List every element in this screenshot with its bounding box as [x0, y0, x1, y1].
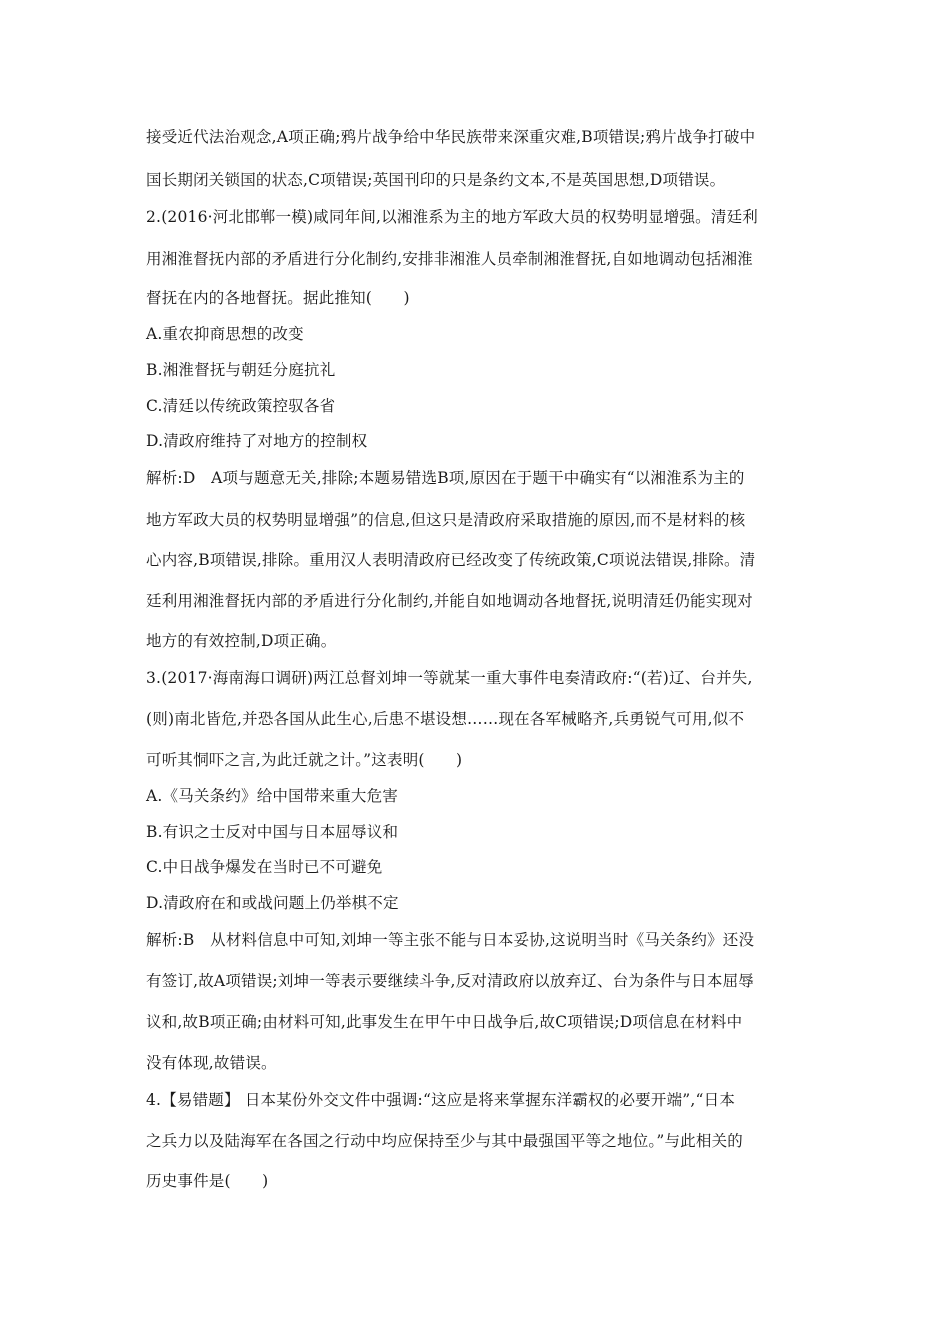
question-2-option-d: D.清政府维持了对地方的控制权 [146, 432, 368, 450]
question-3-analysis: 有签订,故A项错误;刘坤一等表示要继续斗争,反对清政府以放弃辽、台为条件与日本屈辱 [146, 972, 754, 990]
question-3-option-c: C.中日战争爆发在当时已不可避免 [146, 858, 383, 876]
question-3-option-a: A.《马关条约》给中国带来重大危害 [146, 787, 399, 805]
question-3-analysis: 议和,故B项正确;由材料可知,此事发生在甲午中日战争后,故C项错误;D项信息在材料中 [146, 1013, 743, 1031]
question-2-analysis: 解析:D A项与题意无关,排除;本题易错选B项,原因在于题干中确实有“以湘淮系为主的 [146, 469, 745, 487]
question-2-analysis: 心内容,B项错误,排除。重用汉人表明清政府已经改变了传统政策,C项说法错误,排除。清 [146, 551, 756, 569]
question-2-option-b: B.湘淮督抚与朝廷分庭抗礼 [146, 361, 336, 379]
question-2-stem: 督抚在内的各地督抚。据此推知( ) [146, 289, 410, 307]
question-2-analysis: 廷利用湘淮督抚内部的矛盾进行分化制约,并能自如地调动各地督抚,说明清廷仍能实现对 [146, 592, 753, 610]
question-3-option-b: B.有识之士反对中国与日本屈辱议和 [146, 823, 399, 841]
question-4-stem: 之兵力以及陆海军在各国之行动中均应保持至少与其中最强国平等之地位。”与此相关的 [146, 1132, 743, 1150]
question-3-analysis: 解析:B 从材料信息中可知,刘坤一等主张不能与日本妥协,这说明当时《马关条约》还没 [146, 931, 755, 949]
question-4-stem: 历史事件是( ) [146, 1172, 269, 1190]
question-3-stem: (则)南北皆危,并恐各国从此生心,后患不堪设想……现在各军械略齐,兵勇锐气可用,似不 [146, 710, 745, 728]
question-2-option-a: A.重农抑商思想的改变 [146, 325, 304, 343]
question-4-stem: 4.【易错题】 日本某份外交文件中强调:“这应是将来掌握东洋霸权的必要开端”,“日本 [146, 1091, 736, 1109]
question-3-stem: 3.(2017·海南海口调研)两江总督刘坤一等就某一重大事件电奏清政府:“(若)辽、台并失, [146, 669, 753, 687]
question-2-option-c: C.清廷以传统政策控驭各省 [146, 397, 336, 415]
question-2-stem: 用湘淮督抚内部的矛盾进行分化制约,安排非湘淮人员牵制湘淮督抚,自如地调动包括湘淮 [146, 250, 753, 268]
question-2-stem: 2.(2016·河北邯郸一模)咸同年间,以湘淮系为主的地方军政大员的权势明显增强。清廷利 [146, 208, 758, 226]
question-3-analysis: 没有体现,故错误。 [146, 1054, 277, 1072]
question-2-analysis: 地方军政大员的权势明显增强”的信息,但这只是清政府采取措施的原因,而不是材料的核 [146, 511, 746, 529]
question-2-analysis: 地方的有效控制,D项正确。 [146, 632, 337, 650]
question-3-stem: 可听其恫吓之言,为此迁就之计。”这表明( ) [146, 751, 463, 769]
question-3-option-d: D.清政府在和或战问题上仍举棋不定 [146, 894, 399, 912]
paragraph-line: 接受近代法治观念,A项正确;鸦片战争给中华民族带来深重灾难,B项错误;鸦片战争打破中 [146, 128, 756, 146]
paragraph-line: 国长期闭关锁国的状态,C项错误;英国刊印的只是条约文本,不是英国思想,D项错误。 [146, 171, 726, 189]
